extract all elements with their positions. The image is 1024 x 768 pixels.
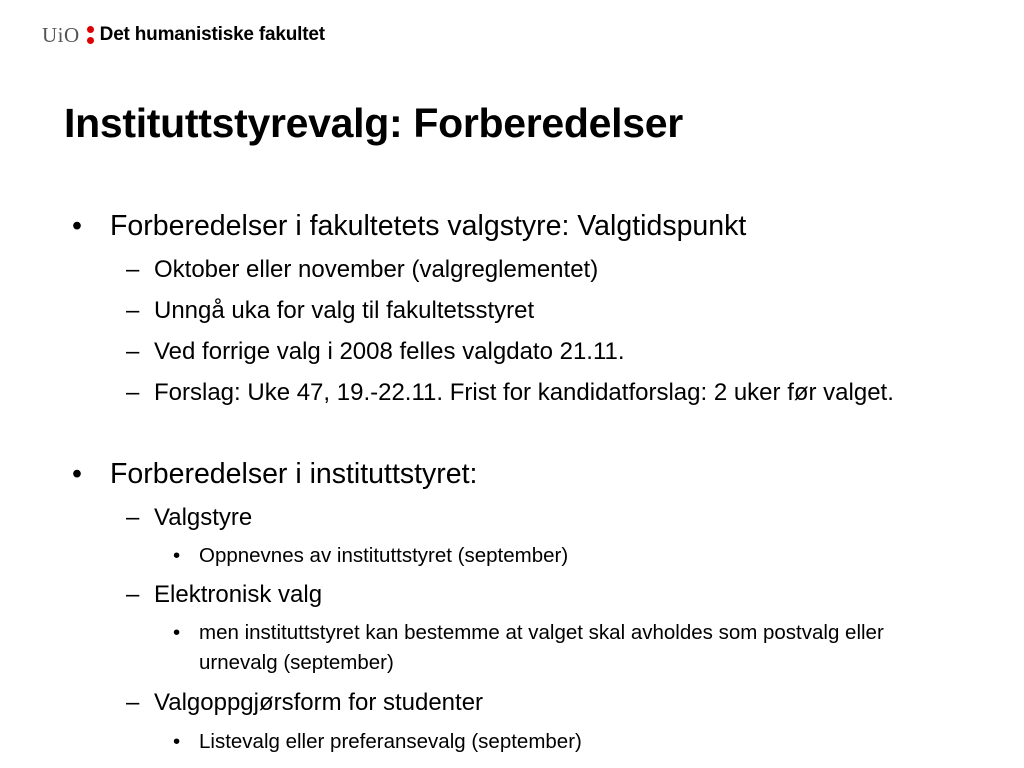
sub-item-text: Elektronisk valg xyxy=(154,581,323,608)
sub-sub-item-text: Listevalg eller preferansevalg (september) xyxy=(199,730,582,753)
sub-item-text: Valgstyre xyxy=(154,504,253,531)
bullet-item xyxy=(72,210,970,242)
sub-item-text: Ved forrige valg i 2008 felles valgdato 21.11. xyxy=(154,338,625,365)
sub-item xyxy=(126,578,934,612)
header xyxy=(42,22,325,48)
slide-title: Instituttstyrevalg: Forberedelser xyxy=(64,100,683,146)
logo-colon-icon xyxy=(87,26,94,44)
sub-item xyxy=(126,686,934,720)
sub-item-text: Valgoppgjørsform for studenter xyxy=(154,689,484,716)
bullet-marker: • xyxy=(173,544,181,567)
sub-item xyxy=(126,294,934,328)
sub-item xyxy=(126,335,934,369)
dash-marker: – xyxy=(126,297,140,324)
bullet-marker: • xyxy=(72,458,82,490)
bullet-text: Forberedelser i fakultetets valgstyre: Valgtidspunkt xyxy=(110,210,747,242)
dash-marker: – xyxy=(126,256,140,283)
bullet-item xyxy=(72,458,970,490)
sub-sub-item xyxy=(173,541,929,571)
dash-marker: – xyxy=(126,338,140,365)
bullet-text: Forberedelser i instituttstyret: xyxy=(110,458,478,490)
dash-marker: – xyxy=(126,504,140,531)
bullet-marker: • xyxy=(173,621,181,644)
uio-logo: UiO xyxy=(42,22,80,47)
sub-item-text: Forslag: Uke 47, 19.-22.11. Frist for kandidatforslag: 2 uker før valget. xyxy=(154,379,894,406)
sub-sub-item xyxy=(173,618,909,678)
dash-marker: – xyxy=(126,379,140,406)
faculty-name: Det humanistiske fakultet xyxy=(99,24,325,45)
dash-marker: – xyxy=(126,689,140,716)
sub-sub-item-text: men instituttstyret kan bestemme at valget skal avholdes som postvalg eller urnevalg (september) xyxy=(199,621,884,674)
sub-item xyxy=(126,501,934,535)
bullet-marker: • xyxy=(173,730,181,753)
bullet-marker: • xyxy=(72,210,82,242)
dash-marker: – xyxy=(126,581,140,608)
sub-item-text: Oktober eller november (valgreglementet) xyxy=(154,256,599,283)
sub-sub-item-text: Oppnevnes av instituttstyret (september) xyxy=(199,544,569,567)
sub-item xyxy=(126,376,924,410)
sub-sub-item xyxy=(173,727,929,757)
sub-item-text: Unngå uka for valg til fakultetsstyret xyxy=(154,297,535,324)
sub-item xyxy=(126,253,934,287)
